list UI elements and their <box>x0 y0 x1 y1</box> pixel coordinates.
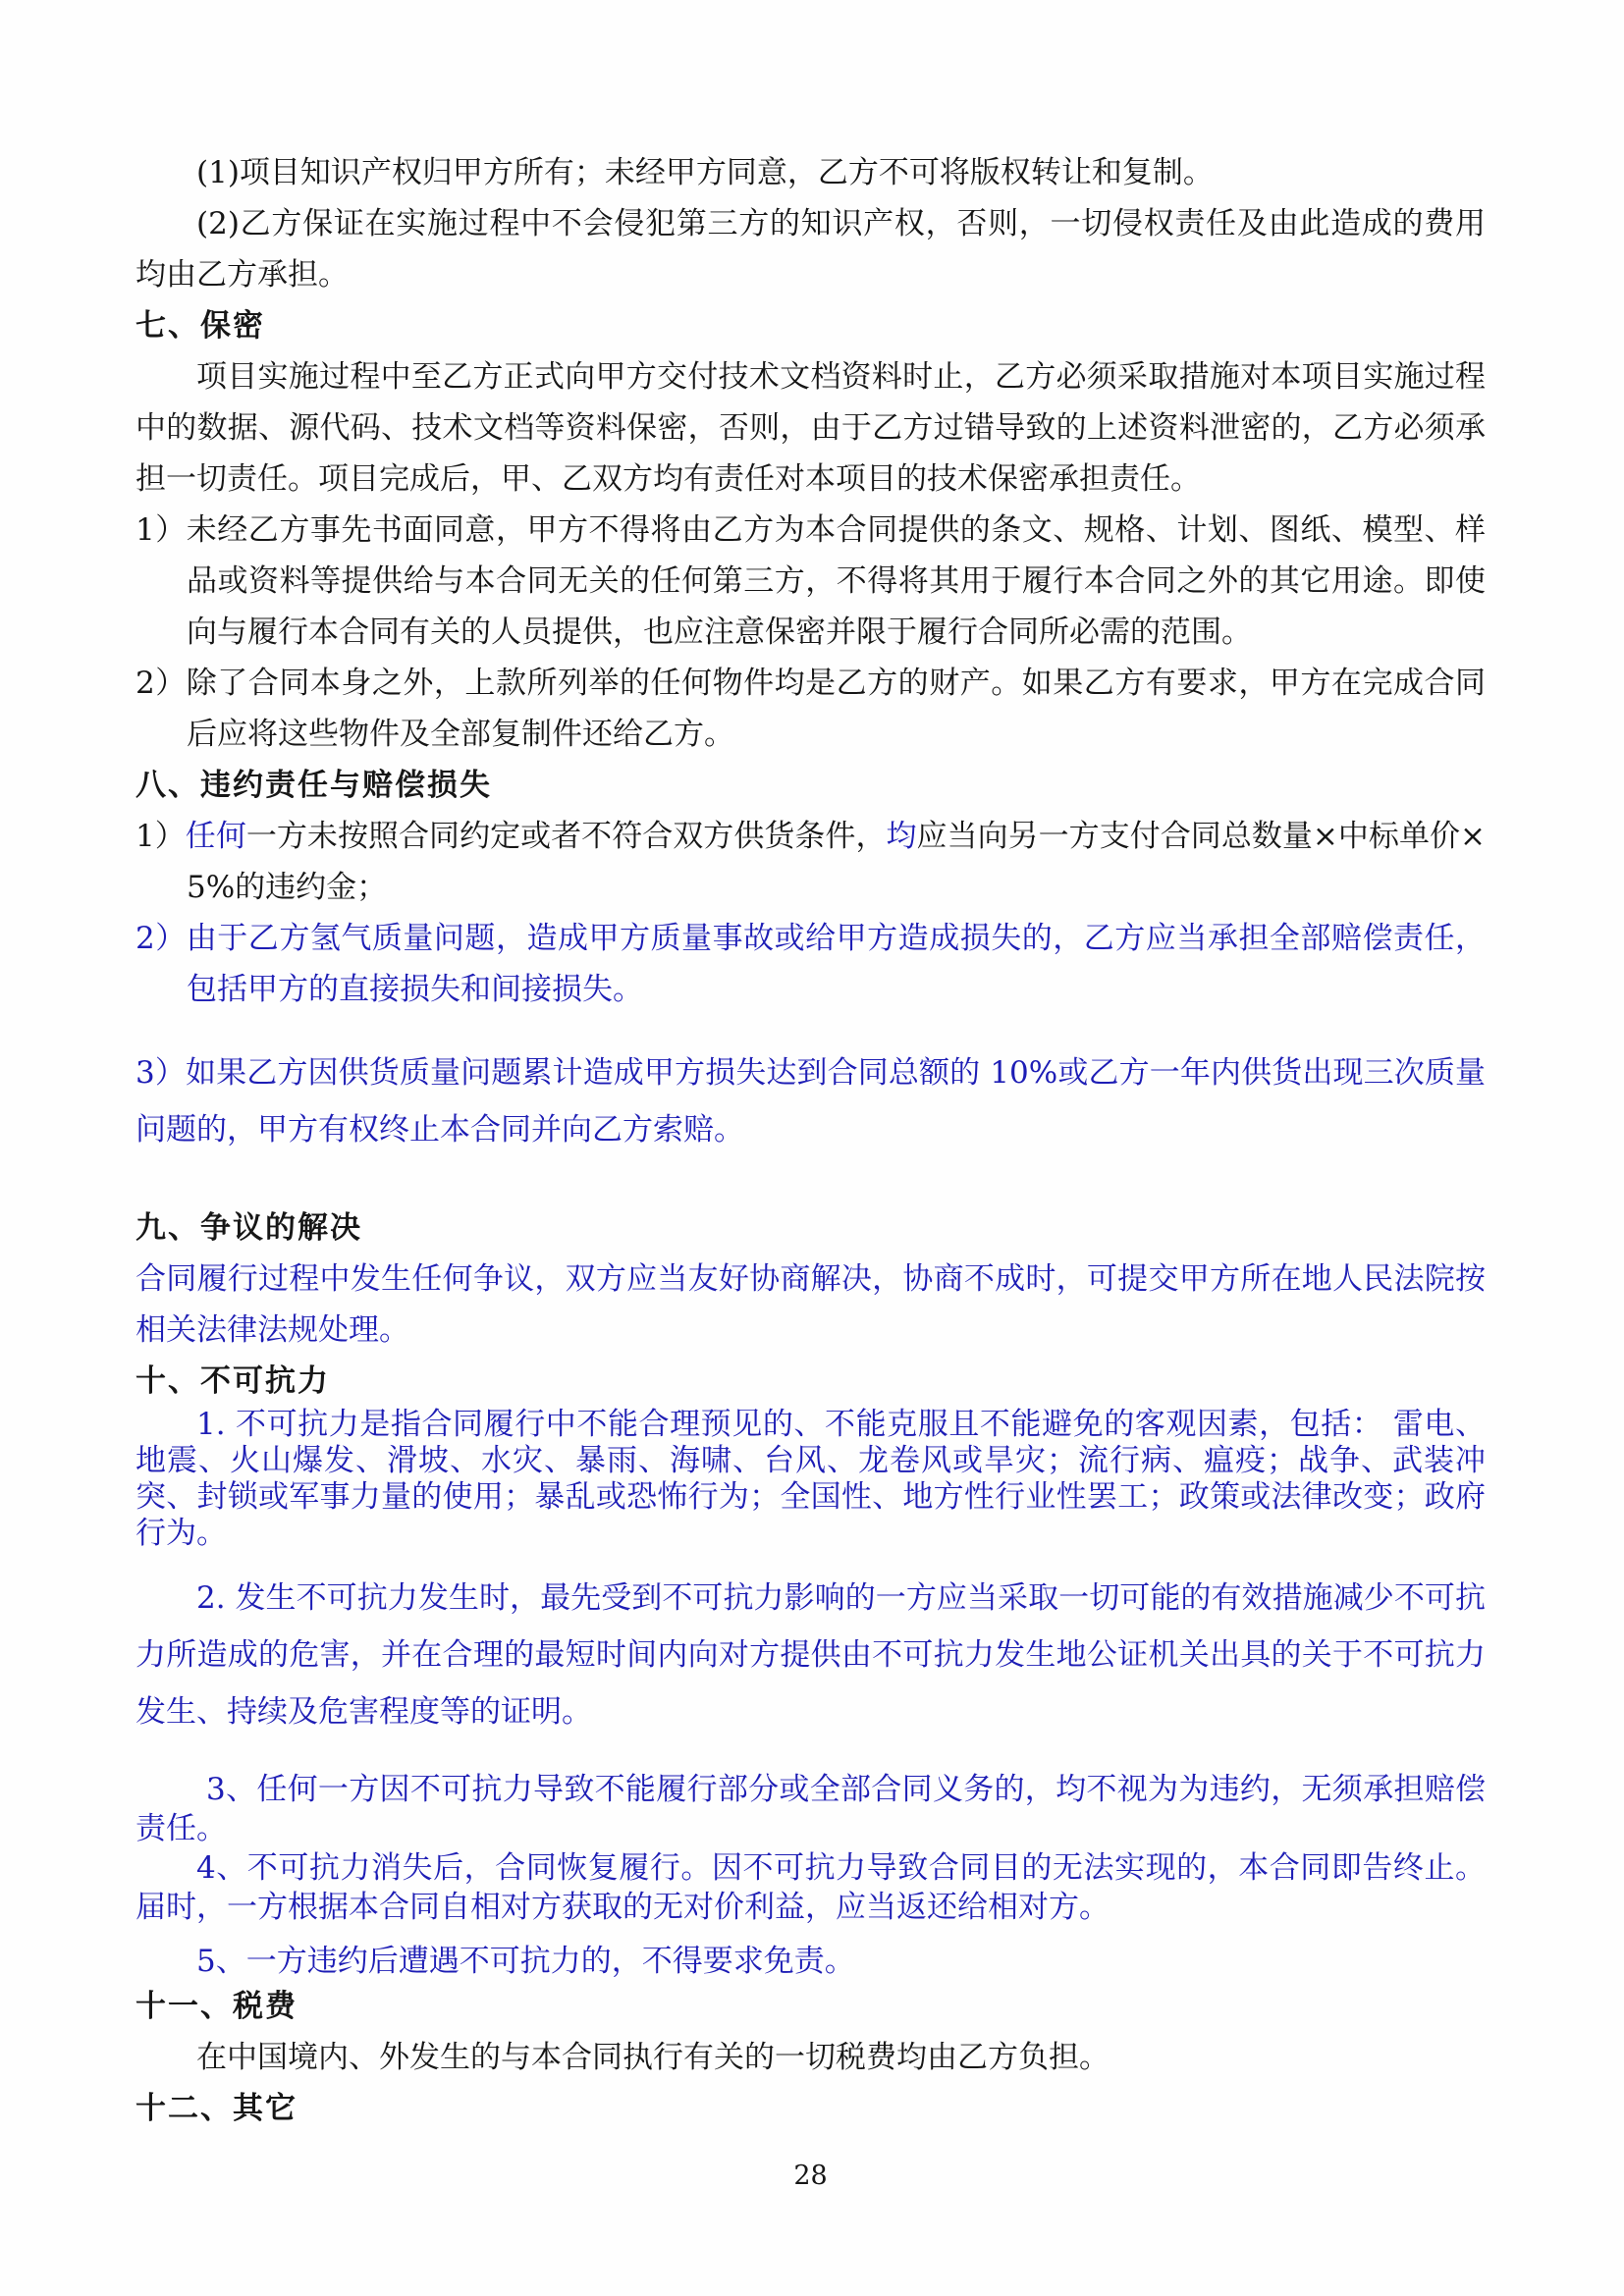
text-segment: 除了合同本身之外，上款所列举的任何物件均是乙方的财产。如果乙方有要求，甲方在完成合同后应将这些物件及全部复制件还给乙方。 <box>186 666 1486 752</box>
list-marker: 2） <box>135 666 187 701</box>
text-segment: 一方未按照合同约定或者不符合双方供货条件， <box>245 819 887 854</box>
text-segment: 由于乙方氢气质量问题，造成甲方质量事故或给甲方造成损失的，乙方应当承担全部赔偿责任，包括甲方的直接损失和间接损失。 <box>186 921 1486 1007</box>
text-segment: 3）如果乙方因供货质量问题累计造成甲方损失达到合同总额的 10%或乙方一年内供货出现三次质量问题的，甲方有权终止本合同并向乙方索赔。 <box>135 1055 1486 1148</box>
text-segment: 5、一方违约后遭遇不可抗力的，不得要求免责。 <box>196 1944 855 1979</box>
paragraph <box>135 1570 1486 1740</box>
text-segment: 项目实施过程中至乙方正式向甲方交付技术文档资料时止，乙方必须采取措施对本项目实施过程中的数据、源代码、技术文档等资料保密，否则，由于乙方过错导致的上述资料泄密的，乙方必须承担一切责任。项目完成后，甲、乙双方均有责任对本项目的技术保密承担责任。 <box>135 359 1486 497</box>
text-segment: 1. 不可抗力是指合同履行中不能合理预见的、不能克服且不能避免的客观因素，包括： 雷电、地震、火山爆发、滑坡、水灾、暴雨、海啸、台风、龙卷风或旱灾；流行病、瘟疫；战争、武装冲突、封锁或军事力量的使用；暴乱或恐怖行为；全国性、地方性行业性罢工；政策或法律改变；政府行为。 <box>135 1407 1486 1551</box>
paragraph <box>135 1942 1486 1981</box>
text-segment: 未经乙方事先书面同意，甲方不得将由乙方为本合同提供的条文、规格、计划、图纸、模型、样品或资料等提供给与本合同无关的任何第三方，不得将其用于履行本合同之外的其它用途。即使向与履行本合同有关的人员提供，也应注意保密并限于履行合同所必需的范围。 <box>186 512 1486 650</box>
list-item <box>135 811 1486 913</box>
text-segment: 十一、税费 <box>135 1989 298 2024</box>
text-segment: 九、争议的解决 <box>135 1210 362 1246</box>
section-heading <box>135 1981 1486 2032</box>
paragraph <box>135 351 1486 505</box>
text-segment: 七、保密 <box>135 308 265 344</box>
paragraph <box>135 1044 1486 1158</box>
paragraph <box>135 198 1486 300</box>
section-heading <box>135 300 1486 351</box>
paragraph <box>135 1848 1486 1927</box>
list-marker: 1） <box>135 512 187 548</box>
list-item <box>135 658 1486 760</box>
list-item <box>135 913 1486 1015</box>
list-item <box>135 505 1486 658</box>
text-segment: 均 <box>886 819 917 854</box>
paragraph <box>135 147 1486 198</box>
text-segment: 4、不可抗力消失后，合同恢复履行。因不可抗力导致合同目的无法实现的，本合同即告终止。届时，一方根据本合同自相对方获取的无对价利益，应当返还给相对方。 <box>135 1850 1486 1925</box>
text-segment: 十二、其它 <box>135 2091 298 2126</box>
text-segment: 八、违约责任与赔偿损失 <box>135 768 492 803</box>
text-segment: (2)乙方保证在实施过程中不会侵犯第三方的知识产权，否则，一切侵权责任及由此造成的费用均由乙方承担。 <box>135 206 1486 293</box>
paragraph <box>135 1254 1486 1356</box>
text-segment: 任何 <box>185 819 246 854</box>
paragraph <box>135 1407 1486 1552</box>
document-body <box>135 147 1486 2134</box>
text-segment: (1)项目知识产权归甲方所有；未经甲方同意，乙方不可将版权转让和复制。 <box>196 155 1214 190</box>
section-heading <box>135 2083 1486 2134</box>
section-heading <box>135 1356 1486 1407</box>
text-segment: 应当向另一方支付合同总数量×中标单价×5%的违约金； <box>187 819 1487 905</box>
text-segment: 2. 发生不可抗力发生时，最先受到不可抗力影响的一方应当采取一切可能的有效措施减少不可抗力所造成的危害，并在合理的最短时间内向对方提供由不可抗力发生地公证机关出具的关于不可抗力发生、持续及危害程度等的证明。 <box>135 1580 1486 1730</box>
text-segment: 3、任何一方因不可抗力导致不能履行部分或全部合同义务的，均不视为为违约，无须承担赔偿责任。 <box>135 1772 1486 1846</box>
paragraph <box>135 2032 1486 2083</box>
list-marker: 1） <box>135 819 186 854</box>
text-segment: 合同履行过程中发生任何争议，双方应当友好协商解决，协商不成时，可提交甲方所在地人民法院按相关法律法规处理。 <box>135 1261 1486 1348</box>
page-number: 28 <box>793 2161 828 2191</box>
text-segment: 十、不可抗力 <box>135 1363 330 1399</box>
section-heading <box>135 1202 1486 1254</box>
paragraph <box>135 1770 1486 1848</box>
section-heading <box>135 760 1486 811</box>
text-segment: 在中国境内、外发生的与本合同执行有关的一切税费均由乙方负担。 <box>196 2040 1110 2075</box>
list-marker: 2） <box>135 921 187 956</box>
